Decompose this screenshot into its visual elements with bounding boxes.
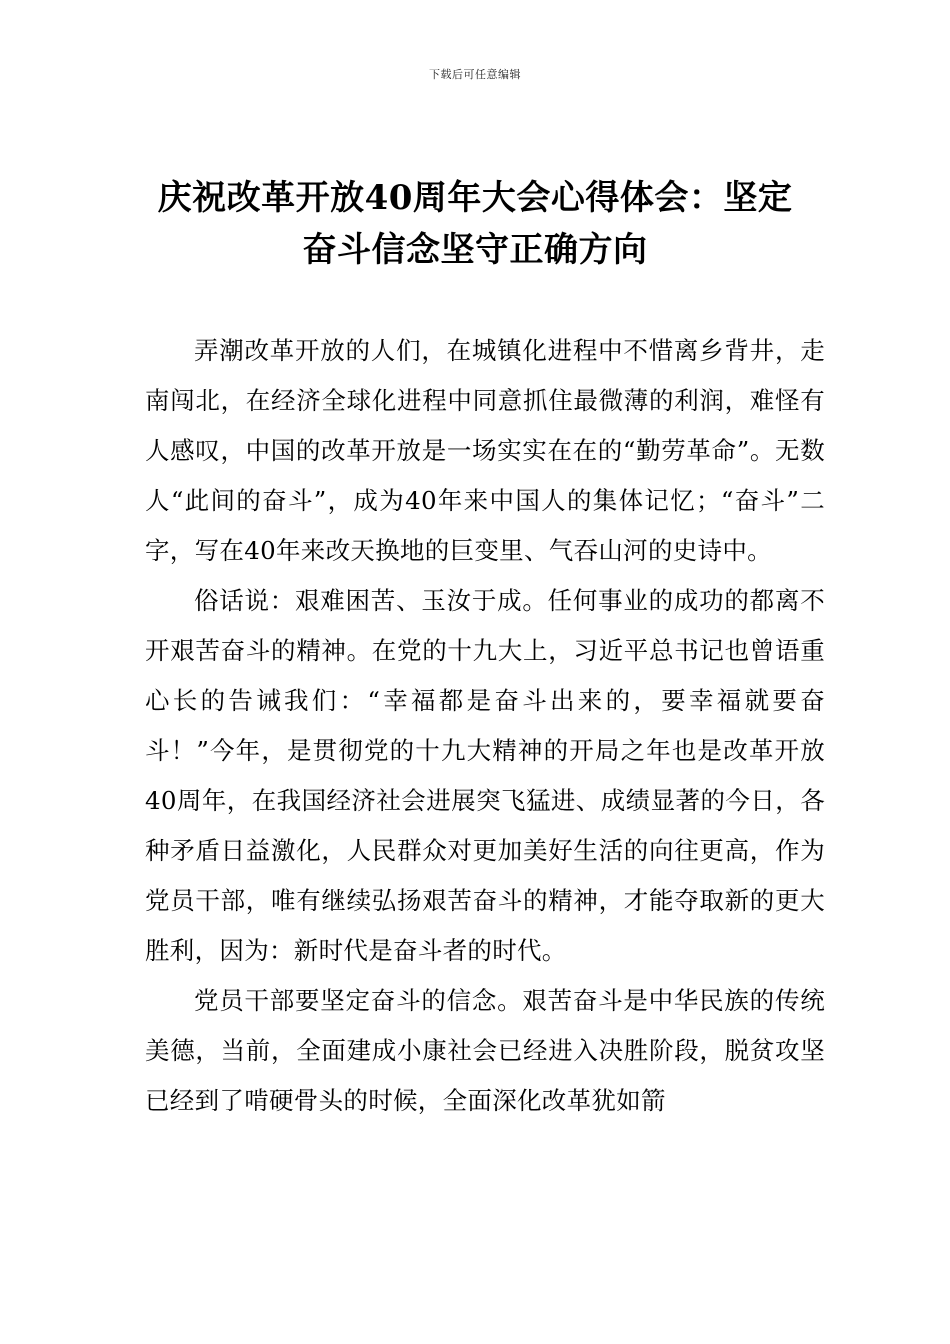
title-line-2: 奋斗信念坚守正确方向 [302, 230, 648, 270]
paragraph: 俗话说：艰难困苦、玉汝于成。任何事业的成功的都离不开艰苦奋斗的精神。在党的十九大上，习近平总书记也曾语重心长的告诫我们：“幸福都是奋斗出来的，要幸福就要奋斗！”今年，是贯彻党的十九大精神的开局之年也是改革开放40周年，在我国经济社会进展突飞猛进、成绩显著的今日，各种矛盾日益激化，人民群众对更加美好生活的向往更高，作为党员干部，唯有继续弘扬艰苦奋斗的精神，才能夺取新的更大胜利，因为：新时代是奋斗者的时代。 [145, 586, 825, 965]
document-body [145, 326, 825, 1126]
header-note: 下载后可任意编辑 [429, 68, 521, 81]
paragraph: 党员干部要坚定奋斗的信念。艰苦奋斗是中华民族的传统美德，当前，全面建成小康社会已经进入决胜阶段，脱贫攻坚已经到了啃硬骨头的时候，全面深化改革犹如箭 [145, 986, 825, 1115]
title-line-1: 庆祝改革开放40周年大会心得体会：坚定 [157, 178, 793, 218]
document-title [120, 172, 830, 276]
paragraph: 弄潮改革开放的人们，在城镇化进程中不惜离乡背井，走南闯北，在经济全球化进程中同意抓住最微薄的利润，难怪有人感叹，中国的改革开放是一场实实在在的“勤劳革命”。无数人“此间的奋斗”，成为40年来中国人的集体记忆；“奋斗”二字，写在40年来改天换地的巨变里、气吞山河的史诗中。 [145, 336, 825, 565]
